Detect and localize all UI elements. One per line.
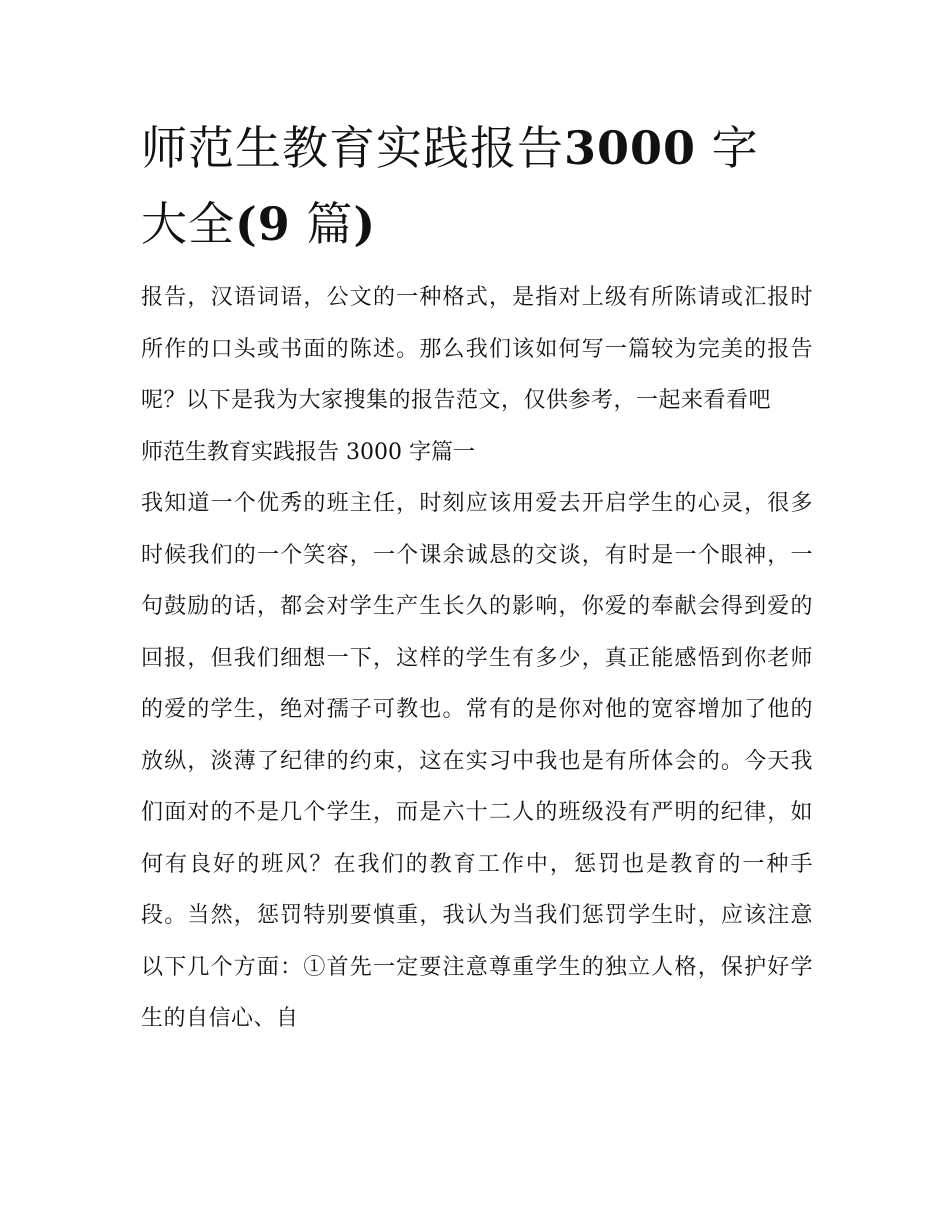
title-text-1c: 字 (696, 121, 759, 175)
body-paragraph: 我知道一个优秀的班主任，时刻应该用爱去开启学生的心灵，很多时候我们的一个笑容，一个课余诚恳的交谈，有时是一个眼神，一句鼓励的话，都会对学生产生长久的影响，你爱的奉献会得到爱的回报，但我们细想一下，这样的学生有多少，真正能感悟到你老师的爱的学生，绝对孺子可教也。常有的是你对他的宽容增加了他的放纵，淡薄了纪律的约束，这在实习中我也是有所体会的。今天我们面对的不是几个学生，而是六十二人的班级没有严明的纪律，如何有良好的班风？在我们的教育工作中，惩罚也是教育的一种手段。当然，惩罚特别要慎重，我认为当我们惩罚学生时，应该注意以下几个方面：①首先一定要注意尊重学生的独立人格，保护好学生的自信心、自 (141, 491, 813, 1031)
title-text-1a: 师范生教育实践报告 (141, 121, 564, 175)
title-line-2 (141, 197, 376, 251)
title-text-2a: 大全 (141, 197, 235, 251)
title-line-1 (141, 121, 759, 175)
title-text-2c: 篇 (290, 197, 354, 251)
intro-paragraph: 报告，汉语词语，公文的一种格式，是指对上级有所陈请或汇报时所作的口头或书面的陈述。那么我们该如何写一篇较为完美的报告呢？以下是我为大家搜集的报告范文，仅供参考，一起来看看吧 (141, 285, 813, 413)
title-text-1b: 3000 (564, 121, 697, 175)
document-title (141, 110, 813, 262)
document-content (141, 110, 813, 1045)
title-text-2d: ) (353, 197, 377, 251)
title-text-2b: (9 (235, 197, 291, 251)
section-heading: 师范生教育实践报告 3000 字篇一 (141, 439, 475, 465)
